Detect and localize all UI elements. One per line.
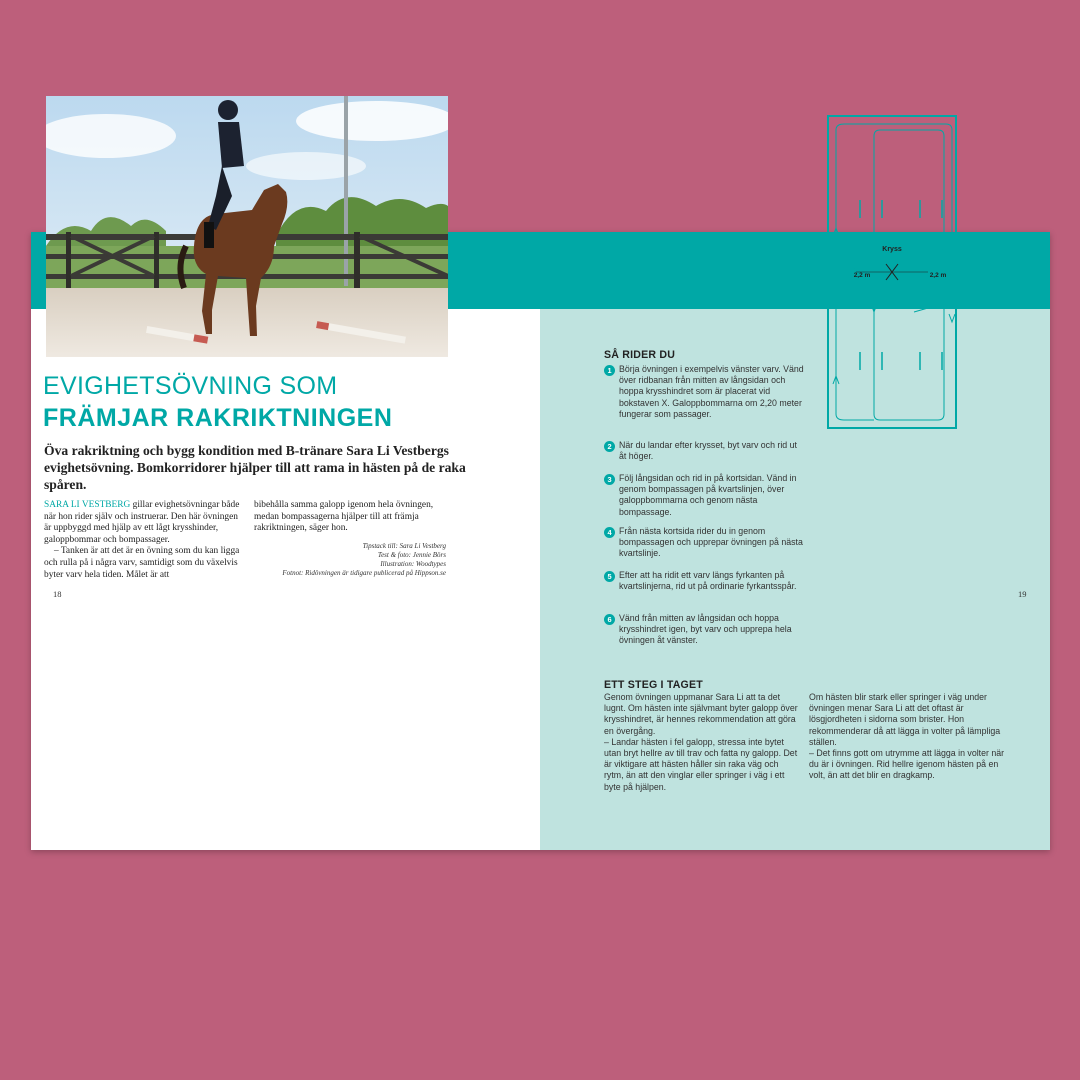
body-column-2: bibehålla samma galopp igenom hela övningen, medan bompassagerna hjälper till att främja rakriktningen, säger hon. <box>254 500 434 534</box>
step-1 <box>604 364 804 420</box>
body-column-1 <box>44 500 247 581</box>
credit-footnote: Fotnot: Ridövningen är tidigare publicerad på Hippson.se <box>282 569 446 577</box>
body-paragraph-2: – Tanken är att det är en övning som du kan ligga och rulla på i några varv, samtidigt som du växelvis byter varv hela tiden. Målet är att <box>44 546 240 580</box>
diagram-label-left-distance: 2,2 m <box>853 272 871 279</box>
author-byline: SARA LI VESTBERG <box>44 500 131 510</box>
diagram-label-kryss: Kryss <box>882 246 902 253</box>
diagram-label-right-distance: 2,2 m <box>929 272 947 279</box>
credit-test-foto: Test & foto: Jennie Börs <box>377 551 446 559</box>
section-heading-ett-steg: ETT STEG I TAGET <box>604 679 703 691</box>
ett-steg-column-2: Om hästen blir stark eller springer i väg under övningen menar Sara Li att det oftast är lösgjordheten i sidorna som brister. Hon rekommenderar då att lägga in volter på lämpliga ställen. – Det finns gott om utrymme att lägga in volter när du är i övningen. Rid hellre igenom hästen på en volt, än att det blir en dragkamp. <box>809 692 1005 781</box>
section-heading-sa-rider-du: SÅ RIDER DU <box>604 349 676 361</box>
step-text-3: Följ långsidan och rid in på kortsidan. Vänd in genom bompassagen på kvartslinjen, över galoppbommarna och genom nästa bompassage. <box>619 473 797 517</box>
step-text-6: Vänd från mitten av långsidan och hoppa krysshindret igen, byt varv och upprepa hela övningen åt vänster. <box>619 613 792 646</box>
step-number-4: 4 <box>604 527 615 538</box>
step-4 <box>604 526 804 560</box>
step-number-3: 3 <box>604 474 615 485</box>
page-number-right: 19 <box>1018 589 1027 599</box>
step-text-4: Från nästa kortsida rider du in genom bompassagen och upprepar övningen på nästa kvartslinje. <box>619 526 803 559</box>
credit-tipstack: Tipstack till: Sara Li Vestberg <box>362 542 446 550</box>
step-text-2: När du landar efter krysset, byt varv och rid ut åt höger. <box>619 440 797 462</box>
page-number-left: 18 <box>53 589 62 599</box>
credits-block <box>230 542 446 578</box>
ett-steg-column-1: Genom övningen uppmanar Sara Li att ta det lugnt. Om hästen inte självmant byter galopp över krysshindret, är hennes rekommendation att göra en övergång. – Landar hästen i fel galopp, stressa inte bytet utan bryt hellre av till trav och fatta ny galopp. Det är viktigare att hästen håller sin raka väg och rytm, än att den vinglar eller springer i väg i ett byte på hjälpen. <box>604 692 798 792</box>
step-3 <box>604 473 804 518</box>
arena-diagram <box>796 114 958 432</box>
step-number-2: 2 <box>604 441 615 452</box>
step-6 <box>604 613 804 647</box>
body-text-1: gillar evighetsövningar både när hon rider själv och instruerar. Den här övningen är uppbyggd med hjälp av ett lågt krysshinder, galoppbommar och bompassager. <box>44 500 240 545</box>
step-5 <box>604 570 804 592</box>
article-title-line-2: FRÄMJAR RAKRIKTNINGEN <box>43 404 393 432</box>
step-text-1: Börja övningen i exempelvis vänster varv. Vänd över ridbanan från mitten av långsidan och hoppa krysshindret som är placerat vid bokstaven X. Galoppbommarna om 2,20 meter fungerar som passager. <box>619 364 804 419</box>
step-number-5: 5 <box>604 571 615 582</box>
article-title-line-1: EVIGHETSÖVNING SOM <box>43 372 338 400</box>
step-number-1: 1 <box>604 365 615 376</box>
step-number-6: 6 <box>604 614 615 625</box>
credit-illustration: Illustration: Woodtypes <box>380 560 446 568</box>
step-text-5: Efter att ha ridit ett varv längs fyrkanten på kvartslinjerna, rid ut på ordinarie fyrkantsspår. <box>619 570 797 592</box>
body-paragraph-1 <box>44 500 247 546</box>
rider-photo <box>46 96 448 357</box>
article-lead: Öva rakriktning och bygg kondition med B-tränare Sara Li Vestbergs evighetsövning. Bomkorridorer hjälper till att rama in hästen på de raka spåren. <box>44 443 466 492</box>
step-2 <box>604 440 804 462</box>
